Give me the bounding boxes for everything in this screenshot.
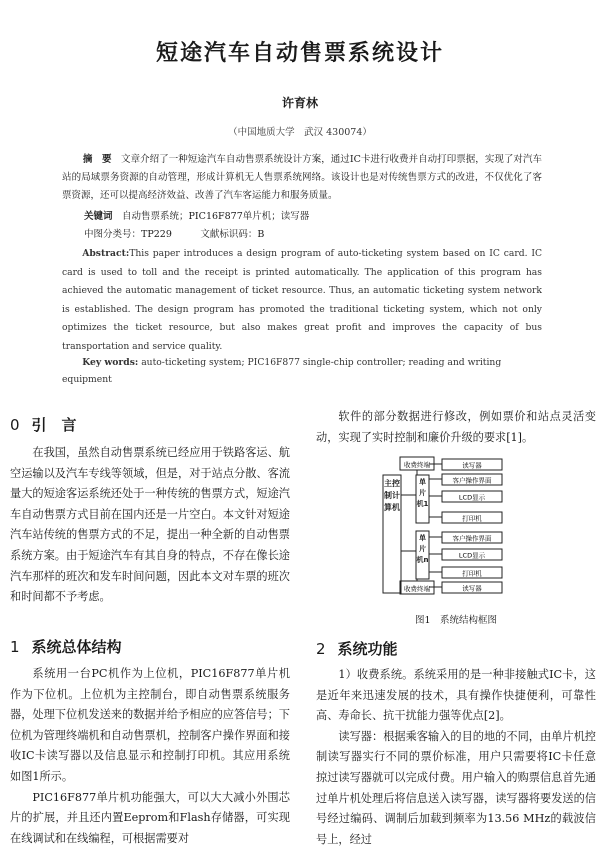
abstract-cn-text: 文章介绍了一种短途汽车自动售票系统设计方案，通过IC卡进行收费并自动打印票据，实现了对汽车站的局域票务资源的自动管理，形成计算机无人售票系统网络。该设计也是对传统售票方式的改进，不仅优化了客票资源，还可以提高经济效益、改善了汽车客运能力和服务质量。 — [62, 154, 542, 201]
classification — [84, 226, 264, 240]
section-1-title: 系统总体结构 — [31, 638, 122, 656]
section-0-title: 引 言 — [31, 416, 77, 434]
host-computer-label: 主控制计算机 — [384, 479, 400, 512]
section-2-body — [316, 665, 596, 850]
block1-1-label: 客户操作界面 — [452, 476, 492, 485]
bottom-terminal-label: 收费终端 — [404, 585, 430, 593]
abstract-en-label: Abstract: — [82, 248, 130, 259]
mcu1-label: 单片机1 — [416, 478, 429, 508]
section-2-paragraph-2: 读写器：根据乘客输入的目的地的不同，由单片机控制读写器实行不同的票价标准，用户只需要将IC卡任意掠过读写器就可以完成付费。用户输入的购票信息首先通过单片机处理后将信息送入读写器，读写器将要发送的信号经过编码、调制后加载到频率为13.56 MHz的载波信号上，经过 — [316, 729, 596, 846]
right-top-paragraph: 软件的部分数据进行修改，例如票价和站点灵活变动，实现了实时控制和廉价升级的要求[1]。 — [316, 410, 596, 444]
abstract-cn-label: 摘 要 — [82, 154, 112, 165]
section-2-number: 2 — [316, 640, 326, 658]
block2-2-label: 打印机 — [462, 569, 482, 578]
section-2-heading — [316, 638, 398, 659]
affiliation: （中国地质大学 武汉 430074） — [228, 127, 372, 138]
figure-1-caption: 图1 系统结构框图 — [414, 615, 498, 626]
section-2-title: 系统功能 — [337, 640, 398, 658]
section-1-body — [10, 664, 290, 849]
block1-0-label: 读写器 — [462, 461, 482, 470]
block2-1-label: LCD显示 — [458, 551, 486, 560]
right-column-top — [316, 407, 596, 448]
page-title: 短途汽车自动售票系统设计 — [155, 40, 444, 66]
abstract-en-text: This paper introduces a design program of auto-ticketing system based on IC card. IC card is used to toll and the receipt is printed automatically. The application of this program has achieved the automatic management of ticket resource. Thus, an automatic ticketing system network is established. The design program has promoted the traditional ticketing system, which not only optimizes the ticket resource, but also makes great profit and improves the capacity of bus transportation and service quality. — [62, 248, 542, 352]
mcun-label: 单片机n — [416, 534, 429, 564]
clc-value: TP229 — [141, 229, 172, 240]
block1-2-label: LCD显示 — [458, 493, 486, 502]
section-0-paragraph: 在我国，虽然自动售票系统已经应用于铁路客运、航空运输以及汽车专线等领域，但是，对于站点分散、客流量大的短途客运系统还处于一种传统的售票方式，短途汽车自动售票方式目前在国内还是一片空白。本文针对短途汽车站传统的售票方式的不足，提出一种全新的自动售票系统方案。由于短途汽车有其自身的特点，不存在像长途汽车那样的班次和发车时间问题，因此本文对车票的班次和时间都不予考虑。 — [10, 446, 290, 604]
block1-3-label: 打印机 — [462, 514, 482, 523]
section-1-paragraph-2: PIC16F877单片机功能强大，可以大大减小外围芯片的扩展，并且还内置Eeprom和Flash存储器，可实现在线调试和在线编程，可根据需要对 — [10, 790, 290, 845]
section-1-paragraph-1: 系统用一台PC机作为上位机，PIC16F877单片机作为下位机。上位机为主控制台，即自动售票系统服务器，处理下位机发送来的数据并给予相应的应答信号；下位机为管理终端机和自动售票机，控制客户操作界面和接收IC卡读写器以及信息显示和控制打印机。其应用系统如图1所示。 — [10, 667, 290, 783]
abstract-cn — [62, 151, 542, 205]
figure-1-diagram — [380, 455, 560, 605]
clc-label: 中图分类号： — [84, 229, 142, 240]
keywords-en — [62, 354, 542, 388]
block2-3-label: 读写器 — [462, 584, 482, 593]
doc-code-label: 文献标识码： — [200, 229, 258, 240]
section-1-heading — [10, 636, 122, 657]
keywords-cn-text: 自动售票系统；PIC16F877单片机；读写器 — [122, 211, 310, 222]
top-terminal-label: 收费终端 — [404, 461, 430, 469]
section-0-heading — [10, 414, 77, 435]
block2-0-label: 客户操作界面 — [452, 534, 492, 543]
section-1-number: 1 — [10, 638, 20, 656]
author: 许育林 — [281, 96, 318, 110]
keywords-en-text: auto-ticketing system; PIC16F877 single-chip controller; reading and writing equipment — [62, 357, 502, 385]
section-0-number: 0 — [10, 416, 20, 434]
keywords-cn-label: 关键词 — [84, 211, 113, 222]
section-2-paragraph-1: 1）收费系统。系统采用的是一种非接触式IC卡，这是近年来迅速发展的技术，具有操作快捷便利，可靠性高、寿命长、抗干扰能力强等优点[2]。 — [316, 668, 596, 723]
doc-code-value: B — [257, 229, 265, 240]
keywords-en-label: Key words: — [82, 357, 139, 368]
abstract-en — [62, 245, 542, 357]
section-0-body — [10, 443, 290, 608]
keywords-cn — [84, 208, 309, 222]
